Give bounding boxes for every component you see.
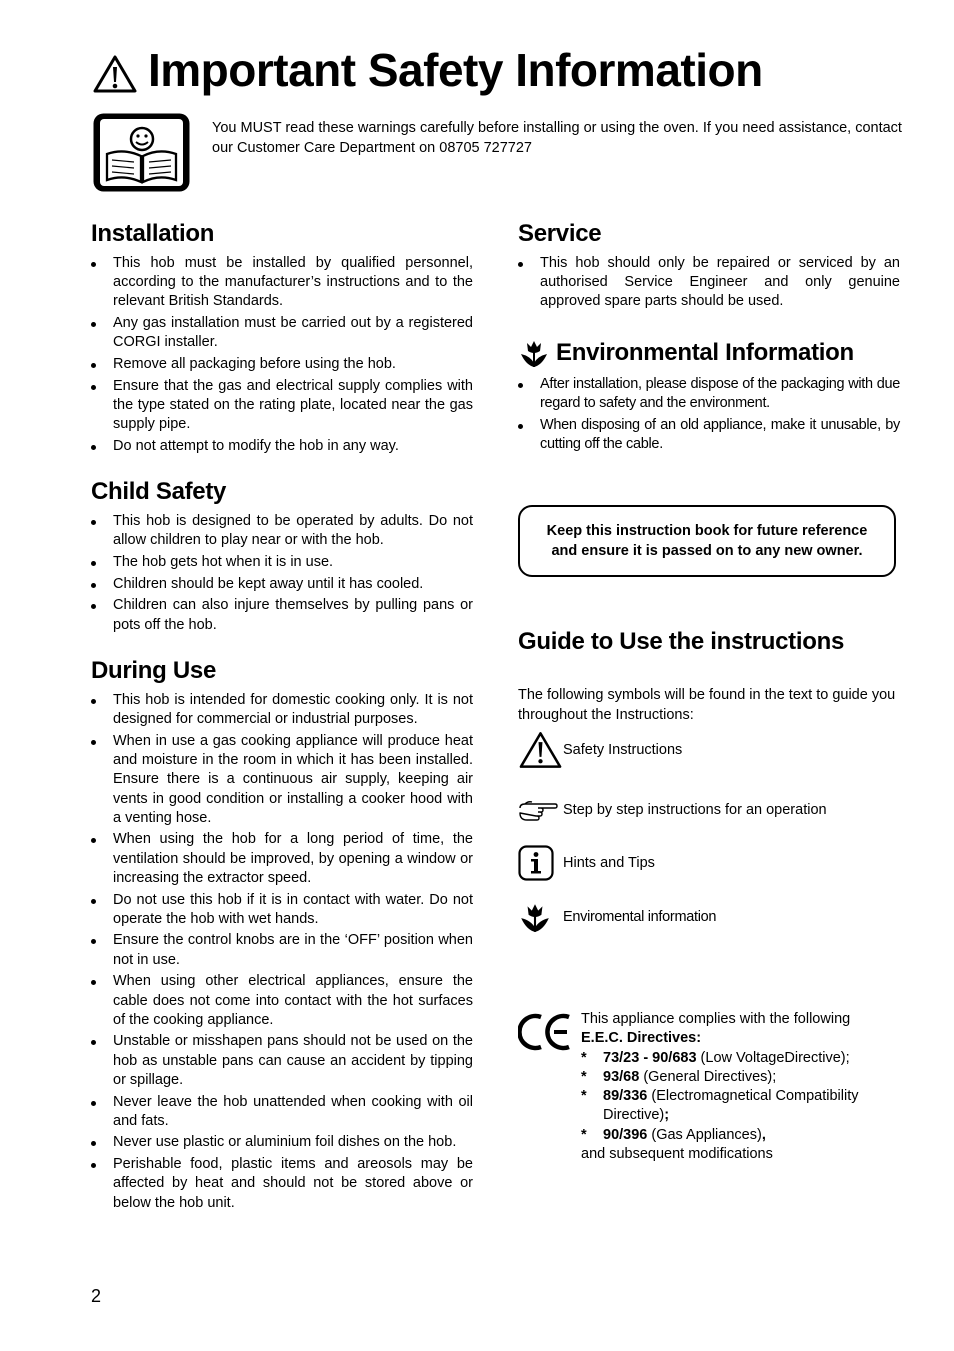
list-item: When using other electrical appliances, ensure the cable does not come into contact with the hot surfaces of the cooking appliance.: [91, 972, 473, 1030]
service-heading: Service: [518, 220, 602, 247]
during-use-section: [91, 657, 473, 1215]
title-row: [92, 40, 763, 100]
during-use-list: [91, 691, 473, 1213]
list-item: Never leave the hob unattended when cooking with oil and fats.: [91, 1093, 473, 1131]
child-safety-heading: Child Safety: [91, 478, 227, 505]
list-item: This hob is intended for domestic cooking only. It is not designed for commercial or industrial purposes.: [91, 691, 473, 729]
guide-intro: The following symbols will be found in the text to guide you throughout the Instructions:: [518, 687, 896, 723]
service-list: [518, 254, 900, 312]
list-item: Children can also injure themselves by pulling pans or pots off the hob.: [91, 596, 473, 634]
environmental-section: [518, 337, 900, 457]
page-title: Important Safety Information: [148, 44, 763, 96]
keep-box-line2: and ensure it is passed on to any new owner.: [551, 543, 863, 559]
symbol-label: Enviromental information: [563, 909, 717, 925]
directive-item: * 90/396 (Gas Appliances),: [581, 1126, 766, 1143]
page-number: 2: [91, 1286, 102, 1306]
symbol-label: Step by step instructions for an operation: [563, 802, 827, 818]
installation-list: [91, 254, 473, 456]
list-item: Ensure the control knobs are in the ‘OFF’ position when not in use.: [91, 931, 473, 969]
directive-item: * 73/23 - 90/683 (Low VoltageDirective);: [581, 1049, 850, 1066]
pointing-hand-icon: [518, 798, 558, 822]
list-item: Unstable or misshapen pans should not be used on the hob as unstable pans can cause an accident by tipping or spillage.: [91, 1032, 473, 1090]
read-manual-icon: [92, 112, 191, 193]
installation-heading: Installation: [91, 220, 215, 247]
ce-mark-icon: [518, 1012, 572, 1052]
symbol-row-environment: [518, 900, 716, 934]
list-item: This hob should only be repaired or serviced by an authorised Service Engineer and only genuine approved spare parts should be used.: [518, 254, 900, 312]
list-item: Do not attempt to modify the hob in any way.: [91, 437, 473, 456]
tulip-icon: [518, 900, 552, 934]
directive-item: * 89/336 (Electromagnetical Compatibility Directive);: [581, 1088, 859, 1124]
keep-instructions-box: [518, 505, 896, 577]
list-item: When in use a gas cooking appliance will produce heat and moisture in the room in which it has been installed. Ensure there is a continuous air supply, keeping air vents in good condition or installing a cooker hood with a venting hose.: [91, 732, 473, 828]
compliance-line1: This appliance complies with the following: [581, 1011, 851, 1027]
compliance-closing: and subsequent modifications: [581, 1146, 773, 1163]
info-icon: [518, 845, 554, 881]
symbol-row-hints: [518, 845, 655, 881]
compliance-text: [581, 1010, 911, 1164]
directive-item: * 93/68 (General Directives);: [581, 1068, 777, 1085]
keep-box-line1: Keep this instruction book for future reference: [546, 523, 868, 539]
warning-triangle-icon: [518, 730, 563, 770]
symbol-label: Safety Instructions: [563, 742, 683, 758]
child-safety-section: [91, 478, 473, 637]
list-item: This hob is designed to be operated by adults. Do not allow children to play near or with the hob.: [91, 512, 473, 550]
compliance-line2: E.E.C. Directives:: [581, 1030, 702, 1047]
list-item: This hob must be installed by qualified personnel, according to the manufacturer’s instructions and to the relevant British Standards.: [91, 254, 473, 312]
list-item: Do not use this hob if it is in contact with water. Do not operate the hob with wet hands.: [91, 891, 473, 929]
during-use-heading: During Use: [91, 657, 217, 684]
symbol-row-steps: [518, 798, 827, 822]
symbol-row-safety: [518, 730, 682, 770]
tulip-icon: [518, 337, 550, 369]
symbol-label: Hints and Tips: [563, 855, 655, 871]
list-item: Children should be kept away until it has cooled.: [91, 575, 473, 594]
list-item: Remove all packaging before using the hob.: [91, 355, 473, 374]
list-item: Perishable food, plastic items and areosols may be affected by heat and should not be stored above or below the hob unit.: [91, 1155, 473, 1213]
installation-section: [91, 220, 473, 459]
environmental-heading: Environmental Information: [556, 339, 854, 366]
service-section: [518, 220, 900, 314]
list-item: After installation, please dispose of the packaging with due regard to safety and the environment.: [518, 375, 900, 413]
list-item: Ensure that the gas and electrical supply complies with the type stated on the rating plate, located near the gas supply pipe.: [91, 377, 473, 435]
list-item: When disposing of an old appliance, make it unusable, by cutting off the cable.: [518, 416, 900, 454]
list-item: Never use plastic or aluminium foil dishes on the hob.: [91, 1133, 473, 1152]
guide-heading: Guide to Use the instructions: [518, 628, 844, 655]
child-safety-list: [91, 512, 473, 635]
list-item: The hob gets hot when it is in use.: [91, 553, 473, 572]
list-item: Any gas installation must be carried out by a registered CORGI installer.: [91, 314, 473, 352]
environmental-list: [518, 375, 900, 454]
intro-text: You MUST read these warnings carefully before installing or using the oven. If you need assistance, contact our Customer Care Department on 08705 727727: [212, 120, 902, 156]
warning-triangle-icon: [92, 54, 138, 94]
list-item: When using the hob for a long period of time, the ventilation should be improved, by opening a window or increasing the extractor speed.: [91, 830, 473, 888]
